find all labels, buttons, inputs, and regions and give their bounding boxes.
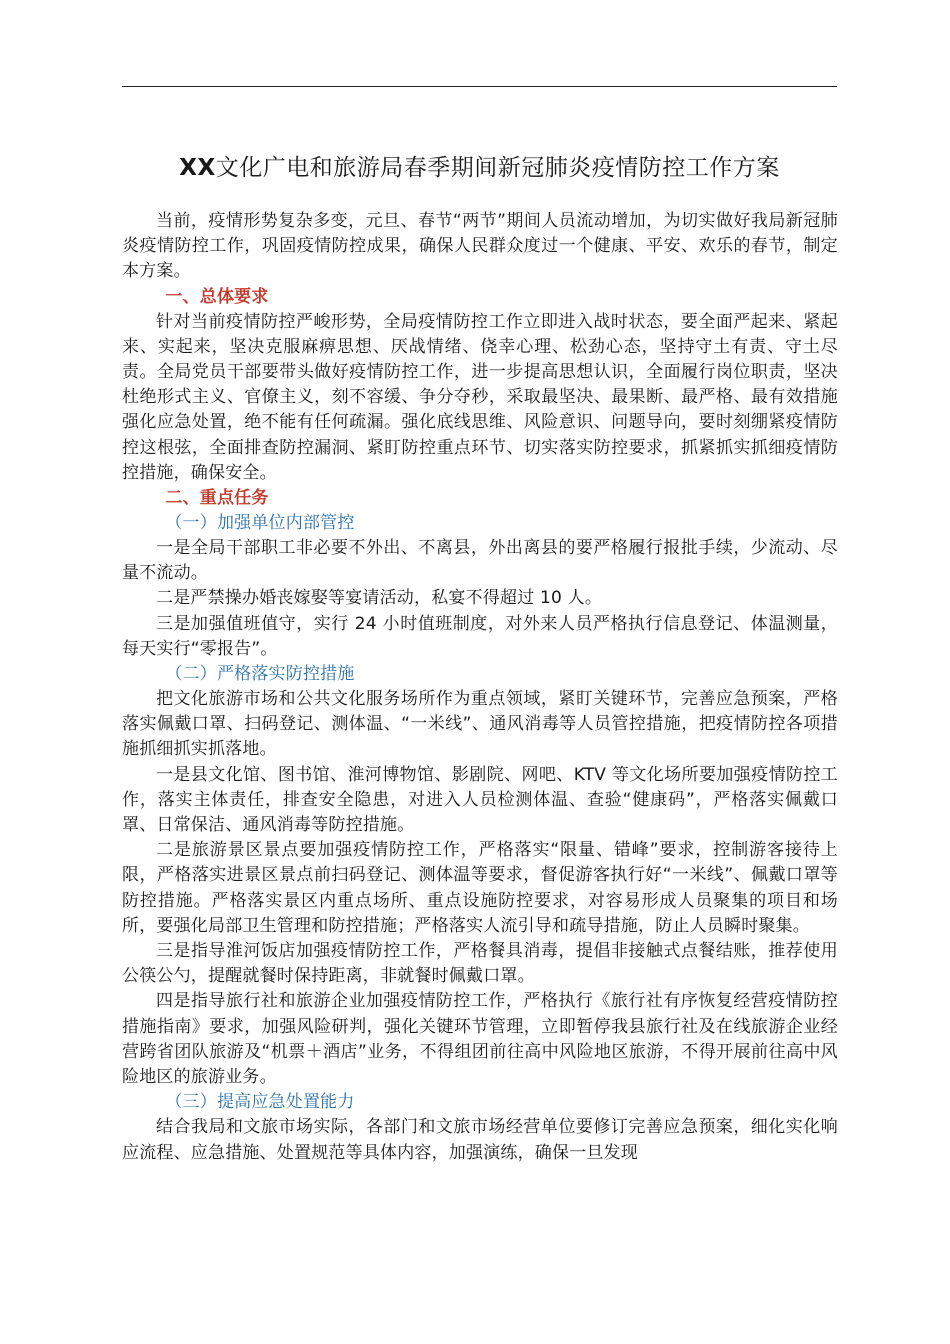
subsection-heading-prevention-measures: （二）严格落实防控措施 bbox=[165, 664, 355, 685]
document-title bbox=[122, 150, 837, 186]
paragraph: 三是指导淮河饭店加强疫情防控工作，严格餐具消毒，提倡非接触式点餐结账，推荐使用公筷公勺，提醒就餐时保持距离，非就餐时佩戴口罩。 bbox=[122, 941, 838, 987]
title-prefix: XX bbox=[179, 155, 216, 181]
paragraph: 把文化旅游市场和公共文化服务场所作为重点领域，紧盯关键环节，完善应急预案，严格落实佩戴口罩、扫码登记、测体温、“一米线”、通风消毒等人员管控措施，把疫情防控各项措施抓细抓实抓落地。 bbox=[122, 689, 838, 760]
paragraph: 三是加强值班值守，实行 24 小时值班制度，对外来人员严格执行信息登记、体温测量，每天实行“零报告”。 bbox=[122, 613, 838, 659]
general-paragraph: 针对当前疫情防控严峻形势，全局疫情防控工作立即进入战时状态，要全面严起来、紧起来、实起来，坚决克服麻痹思想、厌战情绪、侥幸心理、松劲心态，坚持守土有责、守土尽责。全局党员干部要带头做好疫情防控工作，进一步提高思想认识，全面履行岗位职责，坚决杜绝形式主义、官僚主义，刻不容缓、争分夺秒，采取最坚决、最果断、最严格、最有效措施强化应急处置，绝不能有任何疏漏。强化底线思维、风险意识、问题导向，要时刻绷紧疫情防控这根弦，全面排查防控漏洞、紧盯防控重点环节、切实落实防控要求，抓紧抓实抓细疫情防控措施，确保安全。 bbox=[122, 311, 838, 483]
paragraph: 一是县文化馆、图书馆、淮河博物馆、影剧院、网吧、KTV 等文化场所要加强疫情防控工作，落实主体责任，排查安全隐患，对进入人员检测体温、查验“健康码”，严格落实佩戴口罩、日常保洁、通风消毒等防控措施。 bbox=[122, 764, 838, 836]
document-body bbox=[122, 209, 838, 1166]
paragraph: 结合我局和文旅市场实际，各部门和文旅市场经营单位要修订完善应急预案，细化实化响应流程、应急措施、处置规范等具体内容，加强演练，确保一旦发现 bbox=[122, 1117, 838, 1163]
paragraph: 四是指导旅行社和旅游企业加强疫情防控工作，严格执行《旅行社有序恢复经营疫情防控措施指南》要求，加强风险研判，强化关键环节管理，立即暂停我县旅行社及在线旅游企业经营跨省团队旅游及“机票＋酒店”业务，不得组团前往高中风险地区旅游，不得开展前往高中风险地区的旅游业务。 bbox=[122, 991, 838, 1088]
section-heading-general: 一、总体要求 bbox=[165, 286, 269, 307]
header-rule bbox=[122, 86, 837, 87]
subsection-heading-emergency-response: （三）提高应急处置能力 bbox=[165, 1092, 355, 1113]
paragraph: 二是旅游景区景点要加强疫情防控工作，严格落实“限量、错峰”要求，控制游客接待上限，严格落实进景区景点前扫码登记、测体温等要求，督促游客执行好“一米线”、佩戴口罩等防控措施。严格落实景区内重点场所、重点设施防控要求，对容易形成人员聚集的项目和场所，要强化局部卫生管理和防控措施；严格落实人流引导和疏导措施，防止人员瞬时聚集。 bbox=[122, 840, 838, 936]
section-heading-tasks: 二、重点任务 bbox=[165, 488, 269, 509]
intro-paragraph: 当前，疫情形势复杂多变，元旦、春节“两节”期间人员流动增加，为切实做好我局新冠肺炎疫情防控工作，巩固疫情防控成果，确保人民群众度过一个健康、平安、欢乐的春节，制定本方案。 bbox=[122, 211, 838, 282]
subsection-heading-internal-control: （一）加强单位内部管控 bbox=[165, 513, 355, 534]
paragraph: 一是全局干部职工非必要不外出、不离县，外出离县的要严格履行报批手续，少流动、尽量不流动。 bbox=[122, 538, 838, 584]
paragraph: 二是严禁操办婚丧嫁娶等宴请活动，私宴不得超过 10 人。 bbox=[156, 588, 603, 609]
title-text: 文化广电和旅游局春季期间新冠肺炎疫情防控工作方案 bbox=[215, 155, 780, 181]
